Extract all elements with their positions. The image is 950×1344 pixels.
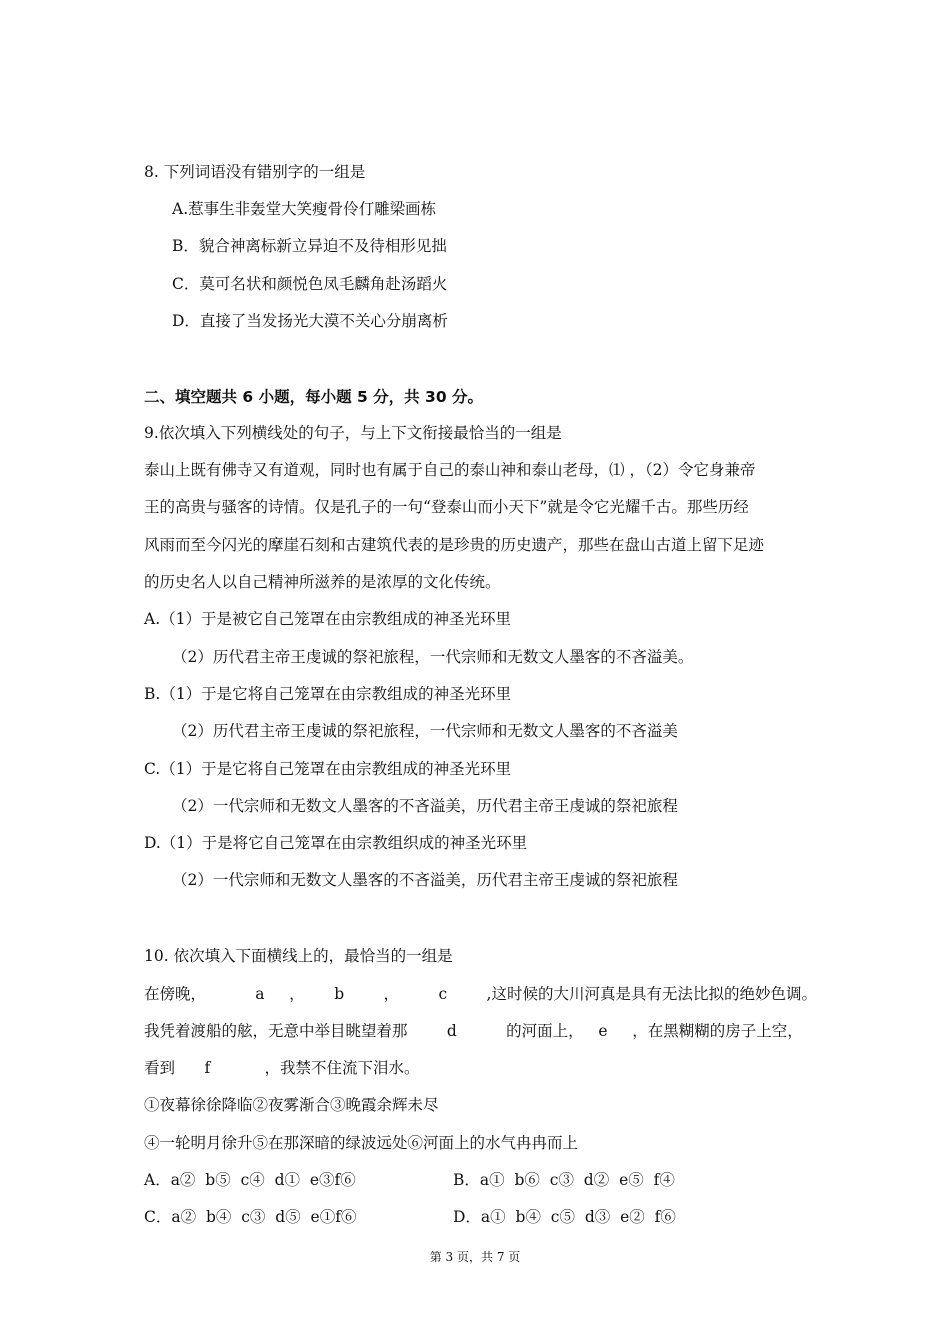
- q10-answer-b: B．a① b⑥ c③ d② e⑤ f④: [453, 1171, 675, 1189]
- q9-option-c-1: C.（1）于是它将自己笼罩在由宗教组成的神圣光环里: [144, 760, 512, 778]
- q10-answer-a: A．a② b⑤ c④ d① e③f⑥: [144, 1171, 356, 1189]
- q10-passage-line: 看到 f ，我禁不住流下泪水。: [144, 1059, 420, 1077]
- q9-passage-line: 的历史名人以自己精神所滋养的是浓厚的文化传统。: [144, 573, 501, 591]
- q10-answer-d: D．a① b④ c⑤ d③ e② f⑥: [453, 1208, 676, 1226]
- q9-stem: 9.依次填入下列横线处的句子，与上下文衔接最恰当的一组是: [144, 424, 562, 442]
- page-footer: 第 3 页，共 7 页: [429, 1250, 521, 1264]
- q9-passage-line: 泰山上既有佛寺又有道观，同时也有属于自己的泰山神和泰山老母，⑴ ，（2）令它身兼帝: [144, 461, 756, 479]
- q8-option-b: B．貌合神离标新立异迫不及待相形见拙: [172, 237, 447, 255]
- q10-passage-line: 在傍晚， a ， b ， c ,这时候的大川河真是具有无法比拟的绝妙色调。: [144, 985, 817, 1003]
- q8-stem: 8. 下列词语没有错别字的一组是: [144, 163, 366, 181]
- section-heading: 二、填空题共 6 小题，每小题 5 分，共 30 分。: [144, 388, 484, 406]
- q9-option-b-2: （2）历代君主帝王虔诚的祭祀旅程，一代宗师和无数文人墨客的不吝溢美: [172, 722, 678, 740]
- q8-option-c: C．莫可名状和颜悦色凤毛麟角赴汤蹈火: [172, 275, 448, 293]
- q10-passage-line: 我凭着渡船的舷，无意中举目眺望着那 d 的河面上， e ，在黑糊糊的房子上空，: [144, 1022, 803, 1040]
- q9-option-a-2: （2）历代君主帝王虔诚的祭祀旅程，一代宗师和无数文人墨客的不吝溢美。: [172, 648, 694, 666]
- q9-passage-line: 王的高贵与骚客的诗情。仅是孔子的一句“登泰山而小天下”就是令它光耀千古。那些历经: [144, 498, 749, 516]
- q8-option-d: D．直接了当发扬光大漠不关心分崩离析: [172, 312, 448, 330]
- q8-option-a: A.惹事生非轰堂大笑瘦骨伶仃雕梁画栋: [172, 200, 437, 218]
- q9-option-d-2: （2）一代宗师和无数文人墨客的不吝溢美，历代君主帝王虔诚的祭祀旅程: [172, 871, 678, 889]
- q9-option-d-1: D.（1）于是将它自己笼罩在由宗教组织成的神圣光环里: [144, 834, 528, 852]
- q9-option-b-1: B.（1）于是它将自己笼罩在由宗教组成的神圣光环里: [144, 685, 512, 703]
- q10-stem: 10. 依次填入下面横线上的，最恰当的一组是: [144, 947, 453, 965]
- q9-option-a-1: A.（1）于是被它自己笼罩在由宗教组成的神圣光环里: [144, 610, 511, 628]
- q10-choices-line: ①夜幕徐徐降临②夜雾渐合③晚霞余辉未尽: [144, 1096, 439, 1114]
- q10-answer-c: C．a② b④ c③ d⑤ e①f⑥: [144, 1208, 357, 1226]
- q9-option-c-2: （2）一代宗师和无数文人墨客的不吝溢美，历代君主帝王虔诚的祭祀旅程: [172, 797, 678, 815]
- q10-choices-line: ④一轮明月徐升⑤在那深暗的绿波远处⑥河面上的水气冉冉而上: [144, 1134, 579, 1152]
- q9-passage-line: 风雨而至今闪光的摩崖石刻和古建筑代表的是珍贵的历史遗产，那些在盘山古道上留下足迹: [144, 536, 765, 554]
